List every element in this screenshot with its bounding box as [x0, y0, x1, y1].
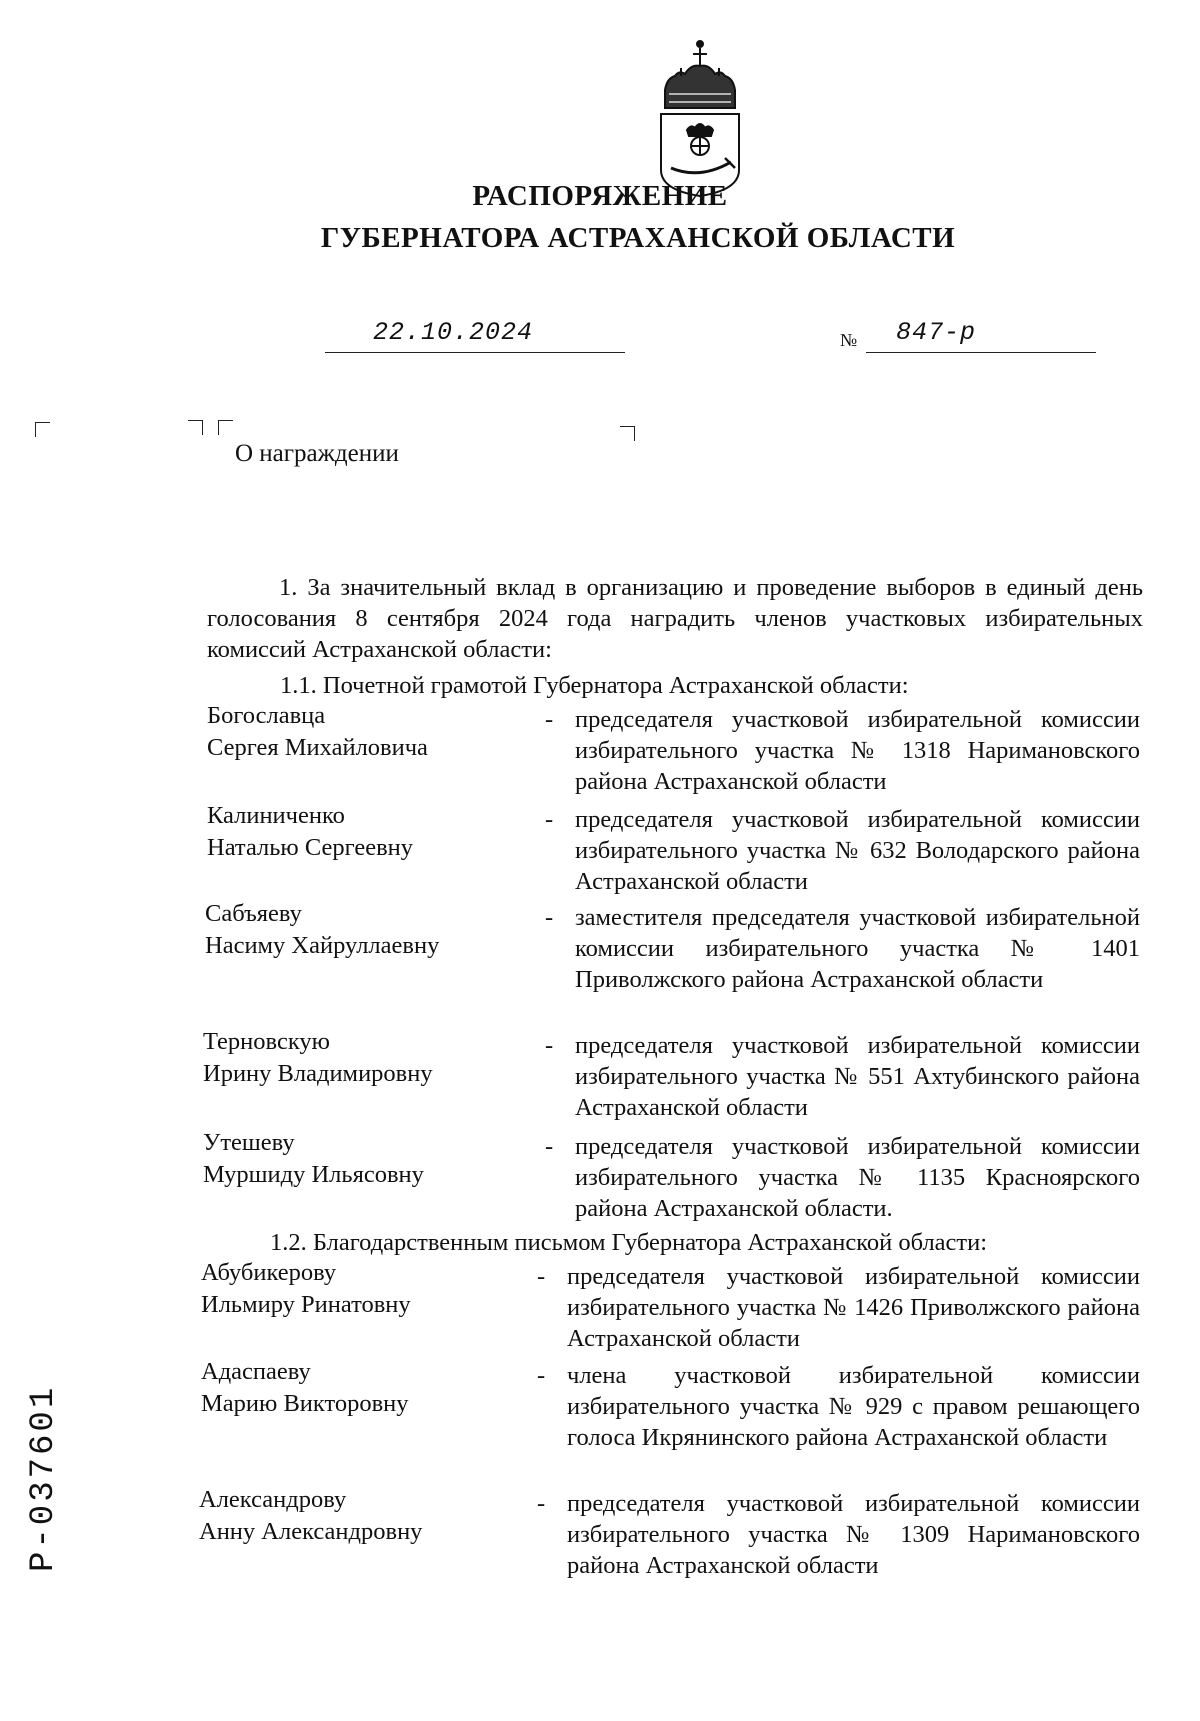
issuer-title: ГУБЕРНАТОРА АСТРАХАНСКОЙ ОБЛАСТИ: [320, 222, 956, 254]
entry-dash: -: [545, 1032, 554, 1059]
awardee-given-names: Муршиду Ильясовну: [203, 1161, 424, 1188]
awardee-surname: Абубикерову: [201, 1259, 337, 1286]
document-number: 847-р: [896, 318, 977, 347]
awardee-given-names: Сергея Михайловича: [207, 734, 428, 761]
awardee-position: заместителя председателя участковой избирательной комиссии избирательного участка № 1401 Приволжского района Астраханской области: [575, 904, 1140, 993]
document-type-title: РАСПОРЯЖЕНИЕ: [472, 180, 728, 212]
awardee-given-names: Марию Викторовну: [201, 1390, 409, 1417]
awardee-surname: Александрову: [199, 1486, 347, 1513]
margin-corner-mark: [35, 422, 50, 437]
entry-dash: -: [545, 806, 554, 833]
paragraph-1: 1. За значительный вклад в организацию и проведение выборов в единый день голосования 8 сентября 2024 года наградить членов участковых избирательных комиссий Астраханской области:: [207, 574, 1143, 663]
entry-dash: -: [537, 1263, 546, 1290]
entry-dash: -: [545, 904, 554, 931]
entry-dash: -: [545, 1133, 554, 1160]
awardee-position: председателя участковой избирательной комиссии избирательного участка № 1426 Приволжского района Астраханской области: [567, 1263, 1140, 1352]
awardee-position: председателя участковой избирательной комиссии избирательного участка № 1309 Наримановского района Астраханской области: [567, 1490, 1140, 1579]
section-1-heading: 1.1. Почетной грамотой Губернатора Астраханской области:: [280, 672, 909, 699]
number-field: [866, 318, 1096, 353]
awardee-surname: Адаспаеву: [201, 1358, 311, 1385]
awardee-position: члена участковой избирательной комиссии избирательного участка № 929 с правом решающего голоса Икрянинского района Астраханской области: [567, 1362, 1140, 1451]
registration-code: Р-037601: [25, 1384, 63, 1572]
awardee-position: председателя участковой избирательной комиссии избирательного участка № 551 Ахтубинского района Астраханской области: [575, 1032, 1140, 1121]
awardee-given-names: Анну Александровну: [199, 1518, 423, 1545]
document-subject: О награждении: [235, 440, 399, 467]
awardee-surname: Калиниченко: [207, 802, 345, 829]
section-2-heading: 1.2. Благодарственным письмом Губернатора Астраханской области:: [270, 1229, 988, 1256]
number-sign: №: [840, 330, 858, 350]
awardee-surname: Сабъяеву: [205, 900, 302, 927]
awardee-given-names: Насиму Хайруллаевну: [205, 932, 440, 959]
subject-corner-mark: [188, 420, 203, 435]
entry-dash: -: [537, 1490, 546, 1517]
coat-of-arms-icon: [645, 30, 755, 200]
entry-dash: -: [545, 706, 554, 733]
subject-corner-mark: [218, 420, 233, 435]
awardee-surname: Богославца: [207, 702, 326, 729]
awardee-position: председателя участковой избирательной комиссии избирательного участка № 1318 Наримановского района Астраханской области: [575, 706, 1140, 795]
subject-corner-mark: [620, 426, 635, 441]
awardee-surname: Терновскую: [203, 1028, 330, 1055]
awardee-surname: Утешеву: [203, 1129, 295, 1156]
awardee-given-names: Наталью Сергеевну: [207, 834, 414, 861]
awardee-position: председателя участковой избирательной комиссии избирательного участка № 632 Володарского района Астраханской области: [575, 806, 1140, 895]
awardee-given-names: Ильмиру Ринатовну: [201, 1291, 411, 1318]
entry-dash: -: [537, 1362, 546, 1389]
awardee-position: председателя участковой избирательной комиссии избирательного участка № 1135 Красноярского района Астраханской области.: [575, 1133, 1140, 1222]
date-field: [325, 318, 625, 353]
document-date: 22.10.2024: [373, 318, 534, 347]
awardee-given-names: Ирину Владимировну: [203, 1060, 433, 1087]
